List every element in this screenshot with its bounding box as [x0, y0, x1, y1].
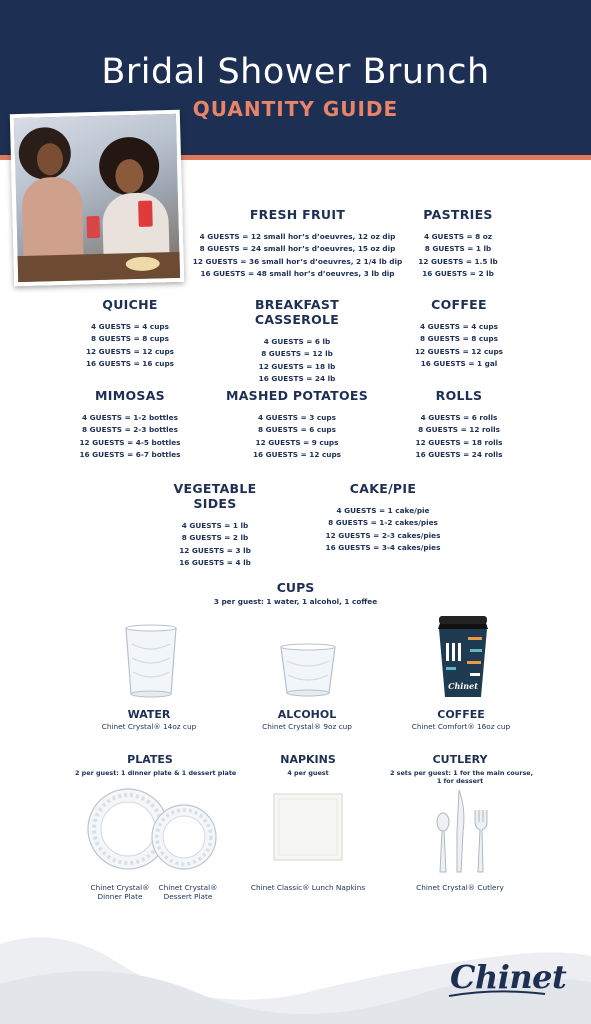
quantity-line: 4 GUESTS = 6 rolls: [420, 413, 498, 422]
dinner-plate-label-1: Chinet Crystal®: [90, 883, 150, 892]
logo-swoosh-icon: [447, 990, 547, 1000]
coffee-cup-logo: Chinet: [448, 681, 478, 691]
quantity-line: 4 GUESTS = 6 lb: [263, 337, 331, 346]
quantity-line: 8 GUESTS = 12 rolls: [418, 425, 500, 435]
section-rolls: [404, 388, 514, 461]
page-subtitle: QUANTITY GUIDE: [192, 97, 399, 121]
quantity-line: 12 GUESTS = 4-5 bottles: [79, 437, 181, 447]
quantity-line: 12 GUESTS = 18 lb: [258, 361, 336, 371]
section-title: QUICHE: [102, 297, 158, 312]
cutlery-product: Chinet Crystal® Cutlery: [416, 883, 504, 892]
quantity-line: 4 GUESTS = 4 cups: [420, 322, 498, 331]
napkins-title: NAPKINS: [280, 753, 336, 766]
plates-title: PLATES: [127, 753, 173, 766]
quantity-line: 16 GUESTS = 6-7 bottles: [79, 449, 181, 459]
quantity-line: 8 GUESTS = 12 lb: [261, 349, 333, 359]
alcohol-cup-title: ALCOHOL: [277, 708, 337, 721]
quantity-line: 12 GUESTS = 1.5 lb: [418, 256, 498, 266]
quantity-line: 4 GUESTS = 4 cups: [91, 322, 169, 331]
quantity-line: 16 GUESTS = 1 gal: [420, 358, 498, 368]
quantity-line: 8 GUESTS = 1-2 cakes/pies: [328, 518, 438, 528]
quantity-line: 12 GUESTS = 9 cups: [255, 437, 339, 447]
cutlery-image: [433, 788, 493, 874]
section-pastries: [408, 207, 508, 280]
coffee-cup-title: COFFEE: [437, 708, 485, 721]
section-title: CAKE/PIE: [349, 481, 417, 496]
section-fresh-fruit: [190, 207, 405, 280]
cups-title: CUPS: [276, 580, 315, 595]
quantity-line: 4 GUESTS = 1-2 bottles: [82, 413, 178, 422]
section-title: PASTRIES: [423, 207, 493, 222]
water-cup-title: WATER: [127, 708, 171, 721]
section-title: FRESH FRUIT: [249, 207, 346, 222]
quantity-line: 4 GUESTS = 1 cake/pie: [336, 506, 430, 515]
quantity-line: 12 GUESTS = 36 small hor’s d’oeuvres, 2 1/4 lb dip: [192, 256, 403, 266]
section-quiche: [75, 297, 185, 370]
quantity-line: 12 GUESTS = 18 rolls: [415, 437, 503, 447]
cutlery-title: CUTLERY: [432, 753, 488, 766]
quantity-line: 8 GUESTS = 8 cups: [91, 334, 169, 344]
cups-note: 3 per guest: 1 water, 1 alcohol, 1 coffee: [213, 597, 378, 606]
quantity-line: 16 GUESTS = 24 lb: [258, 373, 336, 383]
brunch-photo: [10, 110, 184, 286]
section-cake-pie: [318, 481, 448, 554]
plates-note: 2 per guest: 1 dinner plate & 1 dessert plate: [75, 769, 237, 777]
quantity-line: 12 GUESTS = 12 cups: [414, 346, 504, 356]
cutlery-note-line1: 2 sets per guest: 1 for the main course,: [390, 769, 534, 777]
section-mashed-potatoes: [222, 388, 372, 461]
section-title: VEGETABLE SIDES: [173, 481, 257, 511]
quantity-line: 16 GUESTS = 2 lb: [422, 268, 494, 278]
section-vegetable-sides: [150, 481, 280, 569]
section-title: BREAKFAST CASSEROLE: [254, 297, 340, 327]
quantity-line: 16 GUESTS = 24 rolls: [415, 449, 503, 459]
dinner-plate-label-2: Dinner Plate: [97, 892, 143, 901]
plates-image: [86, 783, 220, 875]
quantity-line: 8 GUESTS = 2-3 bottles: [82, 425, 178, 435]
quantity-line: 4 GUESTS = 12 small hor’s d’oeuvres, 12 oz dip: [199, 232, 396, 241]
quantity-line: 12 GUESTS = 2-3 cakes/pies: [325, 530, 441, 540]
quantity-line: 16 GUESTS = 12 cups: [252, 449, 342, 459]
napkins-note: 4 per guest: [287, 769, 329, 777]
water-cup-product: Chinet Crystal® 14oz cup: [101, 722, 197, 731]
dessert-plate-label-2: Dessert Plate: [163, 892, 213, 901]
water-cup-image: [124, 624, 178, 698]
section-breakfast-casserole: [212, 297, 382, 385]
section-title: COFFEE: [431, 297, 487, 312]
quantity-line: 16 GUESTS = 3-4 cakes/pies: [325, 542, 441, 552]
dessert-plate-label-1: Chinet Crystal®: [158, 883, 218, 892]
quantity-line: 8 GUESTS = 6 cups: [258, 425, 336, 435]
quantity-line: 16 GUESTS = 48 small hor’s d’oeuvres, 3 lb dip: [200, 268, 395, 278]
section-mimosas: [70, 388, 190, 461]
alcohol-cup-image: [279, 643, 337, 697]
cutlery-note-line2: 1 for dessert: [436, 777, 484, 785]
napkins-image: [273, 793, 343, 861]
quantity-line: 8 GUESTS = 8 cups: [420, 334, 498, 344]
quantity-line: 8 GUESTS = 2 lb: [181, 533, 249, 543]
section-title: MASHED POTATOES: [225, 388, 369, 403]
coffee-cup-image: [434, 613, 492, 699]
coffee-cup-product: Chinet Comfort® 16oz cup: [411, 722, 511, 731]
quantity-line: 4 GUESTS = 3 cups: [258, 413, 336, 422]
section-title: ROLLS: [435, 388, 483, 403]
quantity-line: 16 GUESTS = 4 lb: [179, 557, 251, 567]
quantity-line: 8 GUESTS = 24 small hor’s d’oeuvres, 15 oz dip: [199, 244, 396, 254]
quantity-line: 12 GUESTS = 3 lb: [179, 545, 251, 555]
page-title: Bridal Shower Brunch: [101, 52, 490, 92]
quantity-line: 16 GUESTS = 16 cups: [85, 358, 175, 368]
napkins-product: Chinet Classic® Lunch Napkins: [250, 883, 366, 892]
section-coffee: [404, 297, 514, 370]
section-title: MIMOSAS: [95, 388, 165, 403]
quantity-line: 12 GUESTS = 12 cups: [85, 346, 175, 356]
bottom-wave-decoration: [0, 884, 591, 1024]
quantity-line: 4 GUESTS = 8 oz: [423, 232, 493, 241]
chinet-logo: Chinet: [450, 958, 567, 996]
quantity-line: 4 GUESTS = 1 lb: [181, 521, 249, 530]
quantity-line: 8 GUESTS = 1 lb: [424, 244, 492, 254]
alcohol-cup-product: Chinet Crystal® 9oz cup: [262, 722, 352, 731]
